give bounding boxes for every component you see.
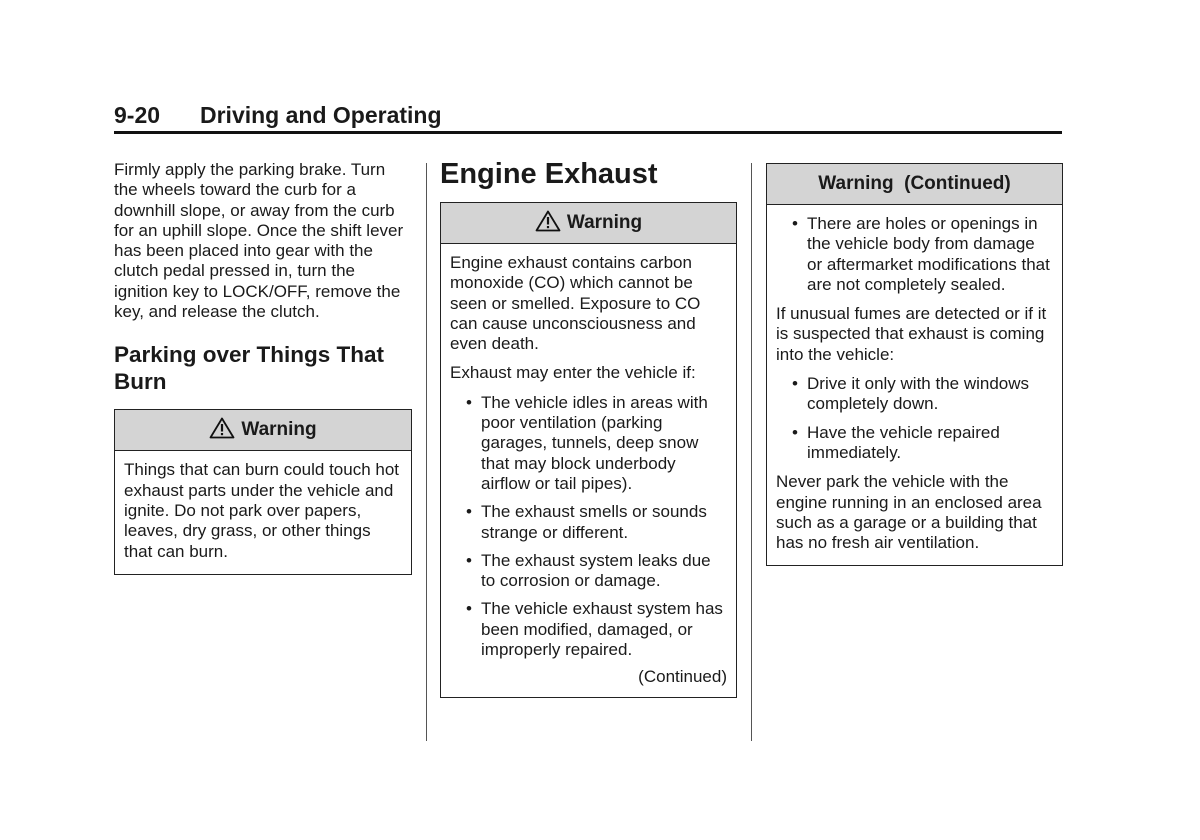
warning-header <box>767 164 1062 205</box>
warning-box-continued <box>766 163 1063 566</box>
column-divider <box>751 163 752 741</box>
warning-title: Warning <box>241 419 317 441</box>
column-middle <box>440 160 737 698</box>
warning-header <box>441 203 736 244</box>
warning-paragraph: Engine exhaust contains carbon monoxide (CO) which cannot be seen or smelled. Exposure to CO can cause unconsciousness and even death. <box>450 253 701 354</box>
column-left <box>114 160 412 575</box>
warning-paragraph: If unusual fumes are detected or if it is suspected that exhaust is coming into the vehicle: <box>776 304 1047 364</box>
warning-triangle-icon <box>209 417 235 439</box>
column-divider <box>426 163 427 741</box>
page-number: 9-20 <box>114 102 161 128</box>
warning-paragraph: Exhaust may enter the vehicle if: <box>450 363 696 383</box>
warning-box <box>114 409 412 574</box>
warning-text: Things that can burn could touch hot exhaust parts under the vehicle and ignite. Do not park over papers, leaves, dry grass, or other things that can burn. <box>124 460 400 561</box>
parking-brake-paragraph: Firmly apply the parking brake. Turn the wheels toward the curb for a downhill slope, or away from the curb for an uphill slope. Once the shift lever has been placed into gear with the clutch pedal pressed in, turn the ignition key to LOCK/OFF, remove the key, and release the clutch. <box>114 160 404 322</box>
continued-label: (Continued) <box>638 667 727 687</box>
list-item: • Drive it only with the windows completely down. <box>776 374 1053 415</box>
list-item: • There are holes or openings in the vehicle body from damage or aftermarket modifications that are not completely sealed. <box>776 214 1053 295</box>
warning-box <box>440 202 737 698</box>
section-heading: Engine Exhaust <box>440 158 658 190</box>
warning-title: Warning (Continued) <box>818 173 1011 194</box>
list-item: • Have the vehicle repaired immediately. <box>776 423 1053 464</box>
list-item: • The vehicle exhaust system has been modified, damaged, or improperly repaired. <box>450 599 727 660</box>
warning-paragraph: Never park the vehicle with the engine running in an enclosed area such as a garage or a building that has no fresh air ventilation. <box>776 472 1042 553</box>
page-header <box>114 101 1062 134</box>
bullet-list <box>776 374 1053 463</box>
warning-header <box>115 410 411 451</box>
list-item: • The vehicle idles in areas with poor ventilation (parking garages, tunnels, deep snow that may block underbody airflow or tail pipes). <box>450 393 727 494</box>
subsection-heading: Parking over Things That Burn <box>114 342 385 394</box>
bullet-list <box>776 214 1053 295</box>
warning-triangle-icon <box>535 210 561 232</box>
section-title: Driving and Operating <box>200 102 442 128</box>
warning-title: Warning <box>566 212 643 233</box>
list-item: • The exhaust system leaks due to corrosion or damage. <box>450 551 727 592</box>
bullet-list <box>450 393 727 661</box>
list-item: • The exhaust smells or sounds strange or different. <box>450 502 727 543</box>
column-right <box>766 160 1063 566</box>
